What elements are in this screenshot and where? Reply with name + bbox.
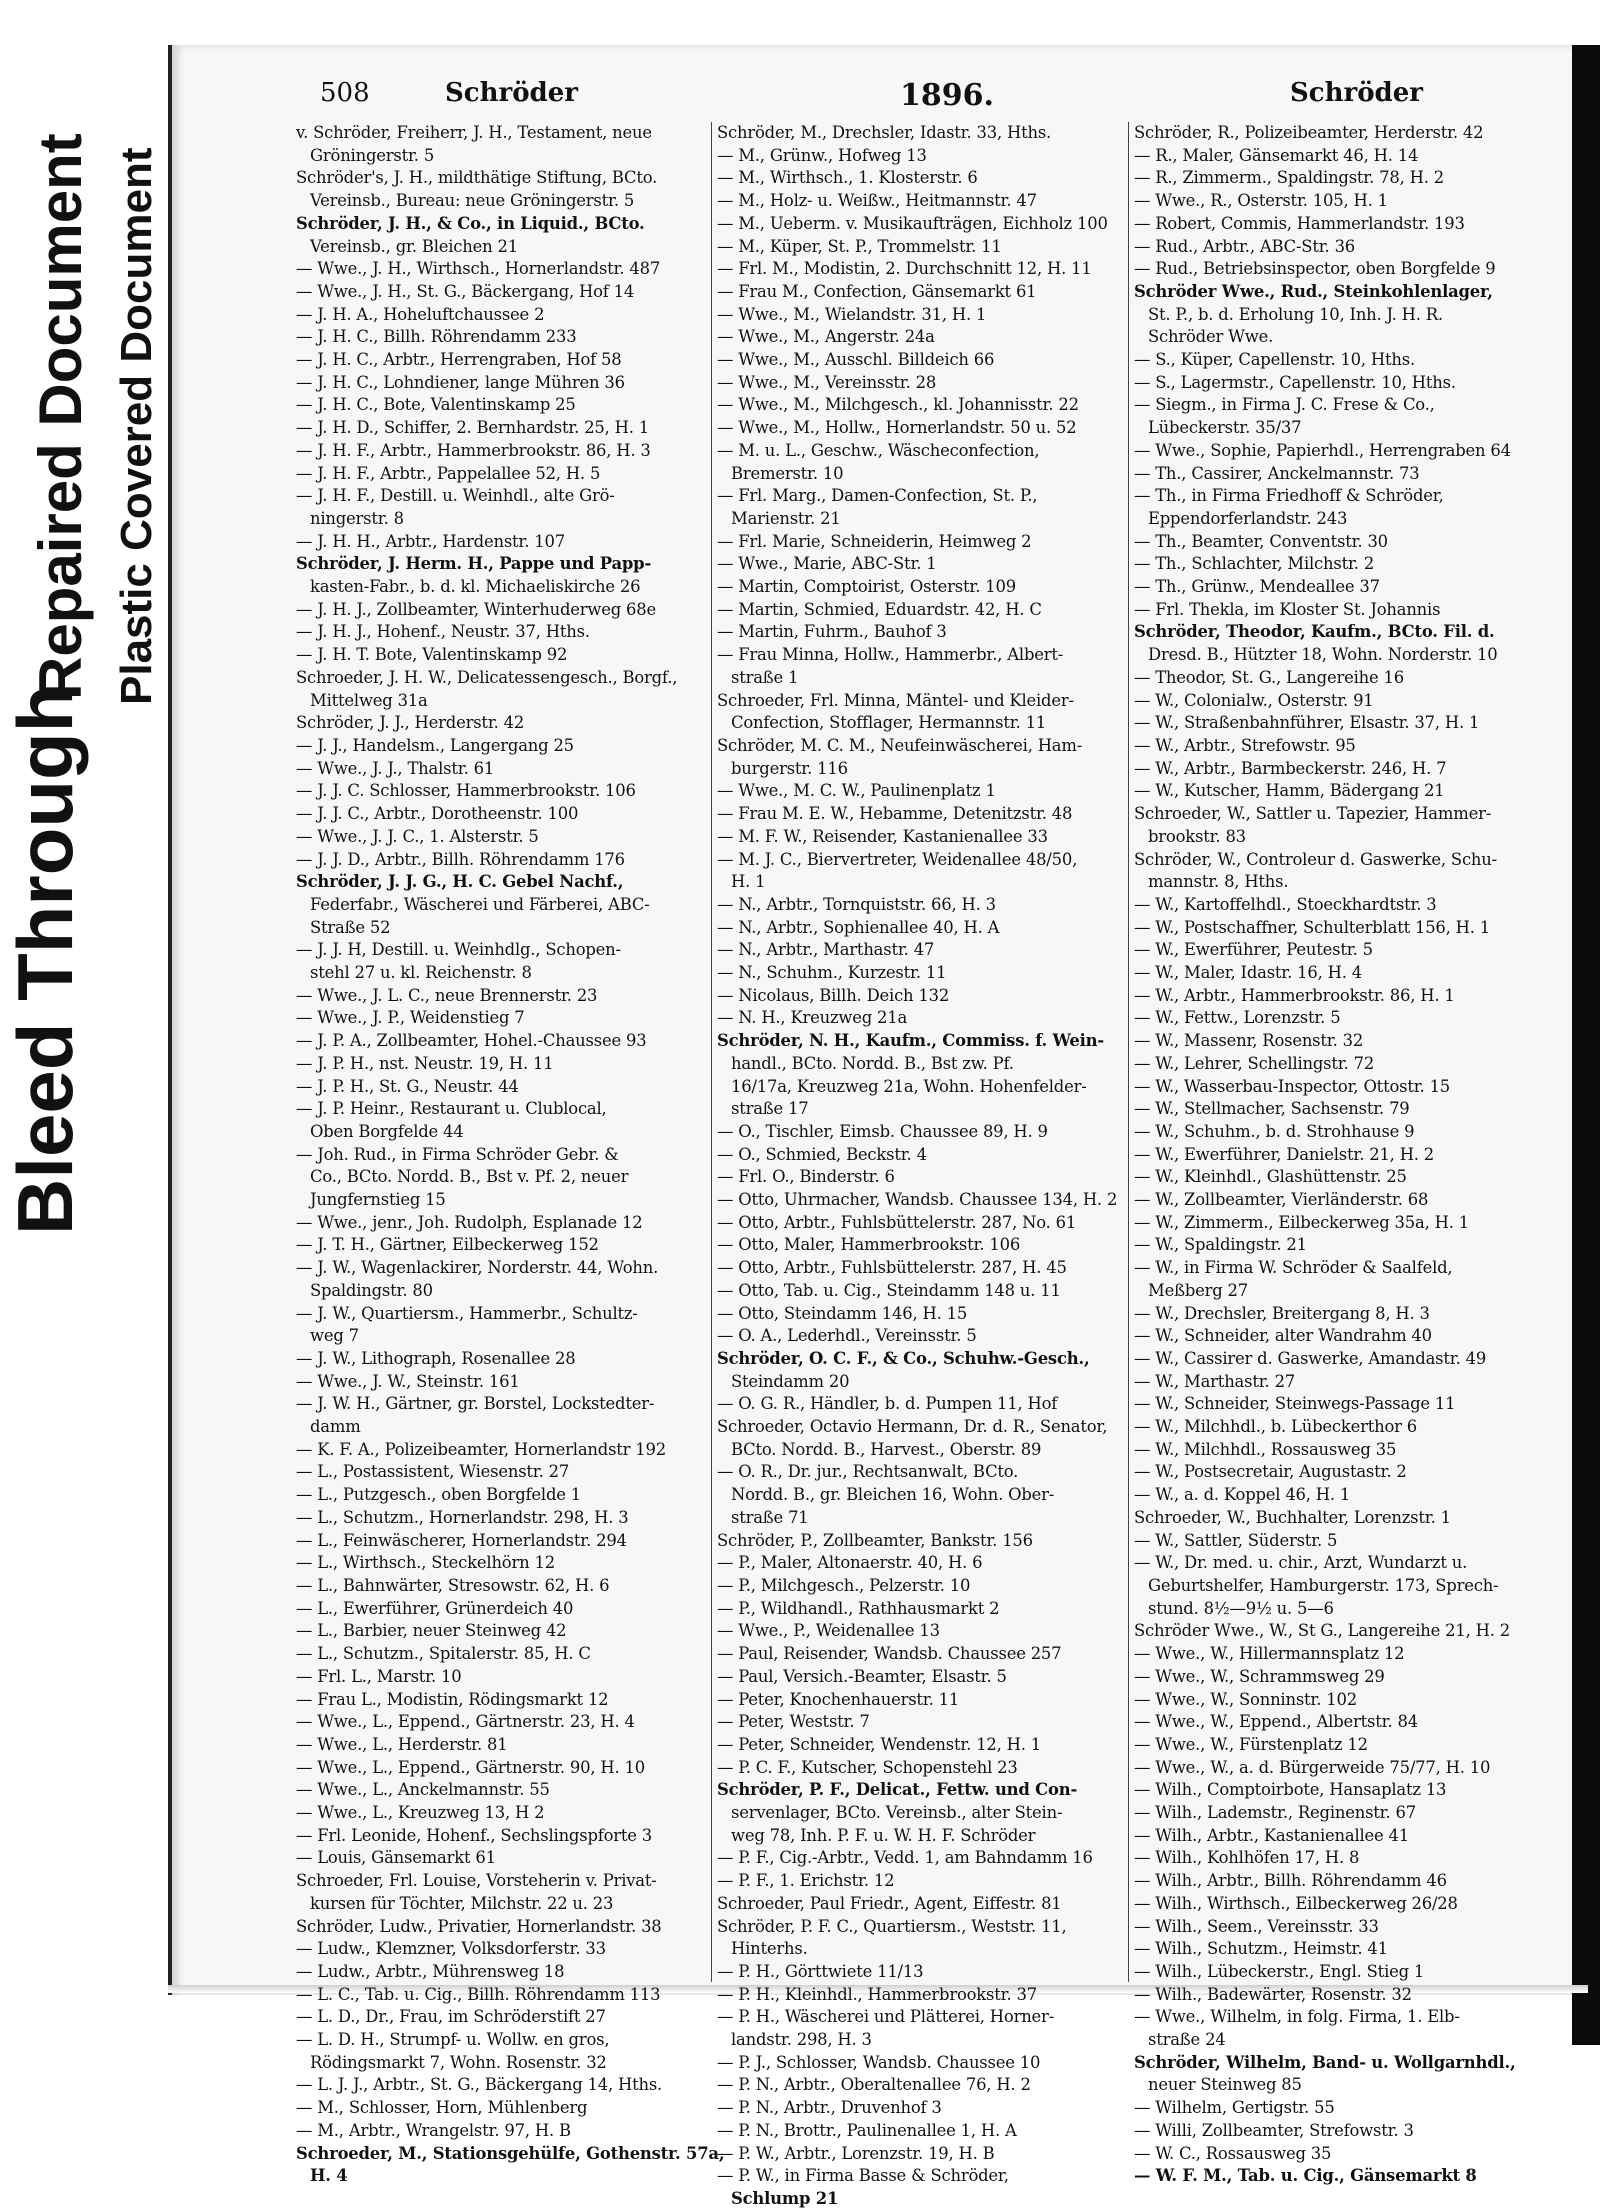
directory-entry-line: Schröder, J. J. G., H. C. Gebel Nachf., [296,872,624,892]
directory-entry-line: — Frl. M., Modistin, 2. Durchschnitt 12, H. 11 [717,259,1092,279]
directory-entry-line: — M. J. C., Biervertreter, Weidenallee 48/50, [717,849,1078,869]
directory-entry-line: kursen für Töchter, Milchstr. 22 u. 23 [310,1893,614,1913]
directory-entry-line: — Wilh., Wirthsch., Eilbeckerweg 26/28 [1134,1893,1458,1913]
directory-entry-line: — S., Küper, Capellenstr. 10, Hths. [1134,350,1415,370]
directory-entry-line: — J. H. D., Schiffer, 2. Bernhardstr. 25, H. 1 [296,418,650,438]
directory-entry-line: mannstr. 8, Hths. [1148,872,1289,892]
directory-entry-line: — Wwe., J. L. C., neue Brennerstr. 23 [296,985,598,1005]
directory-entry-line: — Wwe., P., Weidenallee 13 [717,1621,940,1641]
directory-entry-line: Schröder Wwe., Rud., Steinkohlenlager, [1134,281,1493,301]
directory-entry-line: — O. A., Lederhdl., Vereinsstr. 5 [717,1326,977,1346]
directory-entry-line: Schröder, N. H., Kaufm., Commiss. f. Wein- [717,1031,1104,1051]
directory-entry-line: — J. H. F., Destill. u. Weinhdl., alte Grö- [296,486,615,506]
directory-entry-line: — P. F., 1. Erichstr. 12 [717,1871,895,1891]
directory-entry-line: — L., Schutzm., Spitalerstr. 85, H. C [296,1644,591,1664]
directory-entry-line: — W., Massenr, Rosenstr. 32 [1134,1031,1364,1051]
directory-entry-line: ningerstr. 8 [310,508,404,528]
directory-entry-line: — Peter, Knochenhauerstr. 11 [717,1689,960,1709]
directory-entry-line: — P. J., Schlosser, Wandsb. Chaussee 10 [717,2052,1041,2072]
directory-entry-line: — W., Milchhdl., Rossausweg 35 [1134,1439,1397,1459]
directory-entry-line: — W., Drechsler, Breitergang 8, H. 3 [1134,1303,1430,1323]
plastic-covered-label: Plastic Covered Document [112,147,161,705]
directory-entry-line: — Wwe., L., Kreuzweg 13, H 2 [296,1803,545,1823]
directory-entry-line: — W., Straßenbahnführer, Elsastr. 37, H. 1 [1134,713,1480,733]
directory-entry-line: — Peter, Schneider, Wendenstr. 12, H. 1 [717,1734,1042,1754]
directory-entry-line: Schroeder, Paul Friedr., Agent, Eiffestr. 81 [717,1893,1062,1913]
directory-entry-line: — Th., Cassirer, Anckelmannstr. 73 [1134,463,1420,483]
directory-entry-line: Meßberg 27 [1148,1280,1249,1300]
directory-entry-line: Schröder, P. F., Delicat., Fettw. und Con- [717,1780,1078,1800]
directory-entry-line: Schröder, R., Polizeibeamter, Herderstr. 42 [1134,123,1484,142]
directory-entry-line: — J. J. C. Schlosser, Hammerbrookstr. 106 [296,781,636,801]
directory-entry-line: — J. J. H, Destill. u. Weinhdlg., Schopen- [296,940,621,960]
directory-entry-line: Schröder, Theodor, Kaufm., BCto. Fil. d. [1134,622,1495,642]
directory-entry-line: — P. N., Arbtr., Oberaltenallee 76, H. 2 [717,2075,1031,2095]
directory-entry-line: — Wwe., Sophie, Papierhdl., Herrengraben 64 [1134,440,1511,460]
directory-entry-line: straße 71 [731,1507,809,1527]
directory-entry-line: — Frl. Marg., Damen-Confection, St. P., [717,486,1038,506]
directory-entry-line: — R., Zimmerm., Spaldingstr. 78, H. 2 [1134,168,1444,188]
directory-entry-line: — M., Holz- u. Weißw., Heitmannstr. 47 [717,191,1037,211]
directory-entry-line: Schroeder, W., Sattler u. Tapezier, Hammer- [1134,804,1492,824]
directory-entry-line: weg 7 [310,1326,359,1346]
directory-entry-line: — Wwe., W., Sonninstr. 102 [1134,1689,1357,1709]
directory-entry-line: — W., Colonialw., Osterstr. 91 [1134,690,1374,710]
directory-entry-line: — Wwe., Marie, ABC-Str. 1 [717,554,937,574]
directory-entry-line: — W., Arbtr., Strefowstr. 95 [1134,735,1356,755]
directory-entry-line: — Frl. O., Binderstr. 6 [717,1167,895,1187]
bleed-through-label: Bleed Through [1,684,89,1235]
directory-entry-line: — L. D. H., Strumpf- u. Wollw. en gros, [296,2030,610,2050]
directory-entry-line: — J. H. F., Arbtr., Hammerbrookstr. 86, H. 3 [296,440,651,460]
directory-entry-line: — W., Sattler, Süderstr. 5 [1134,1530,1338,1550]
directory-entry-line: Schröder, J. Herm. H., Pappe und Papp- [296,554,652,574]
directory-entry-line: — Rud., Betriebsinspector, oben Borgfelde 9 [1134,259,1496,279]
directory-entry-line: — Th., in Firma Friedhoff & Schröder, [1134,486,1444,506]
directory-entry-line: stund. 8½—9½ u. 5—6 [1148,1598,1334,1618]
directory-entry-line: — J. H. J., Hohenf., Neustr. 37, Hths. [296,622,590,642]
directory-entry-line: Confection, Stofflager, Hermannstr. 11 [731,713,1047,733]
directory-entry-line: — P. C. F., Kutscher, Schopenstehl 23 [717,1757,1018,1777]
directory-entry-line: v. Schröder, Freiherr, J. H., Testament, neue [296,123,652,142]
directory-entry-line: Jungfernstieg 15 [310,1190,446,1210]
directory-entry-line: Schroeder, Frl. Minna, Mäntel- und Kleider- [717,690,1074,710]
directory-entry-line: — J. T. H., Gärtner, Eilbeckerweg 152 [296,1235,599,1255]
directory-entry-line: — Frl. Thekla, im Kloster St. Johannis [1134,599,1441,619]
directory-entry-line: — Theodor, St. G., Langereihe 16 [1134,667,1404,687]
directory-entry-line: — S., Lagermstr., Capellenstr. 10, Hths. [1134,372,1456,392]
directory-entry-line: — Wwe., Wilhelm, in folg. Firma, 1. Elb- [1134,2007,1460,2027]
directory-entry-line: — R., Maler, Gänsemarkt 46, H. 14 [1134,145,1419,165]
directory-entry-line: Schröder, Wilhelm, Band- u. Wollgarnhdl., [1134,2052,1516,2072]
directory-entry-line: — W., Wasserbau-Inspector, Ottostr. 15 [1134,1076,1451,1096]
directory-entry-line: — Wwe., L., Herderstr. 81 [296,1734,508,1754]
directory-entry-line: — N. H., Kreuzweg 21a [717,1008,908,1028]
directory-entry-line: — W., Dr. med. u. chir., Arzt, Wundarzt u. [1134,1553,1468,1573]
directory-entry-line: — M. F. W., Reisender, Kastanienallee 33 [717,826,1048,846]
directory-entry-line: — Wwe., M., Angerstr. 24a [717,327,935,347]
directory-entry-line: — P., Wildhandl., Rathhausmarkt 2 [717,1598,1000,1618]
directory-entry-line: — W., Kleinhdl., Glashüttenstr. 25 [1134,1167,1407,1187]
directory-entry-line: H. 4 [310,2166,348,2186]
directory-entry-line: — W., in Firma W. Schröder & Saalfeld, [1134,1258,1453,1278]
directory-entry-line: — P. H., Wäscherei und Plätterei, Horner- [717,2007,1055,2027]
directory-entry-line: Geburtshelfer, Hamburgerstr. 173, Sprech- [1148,1576,1499,1595]
directory-entry-line: — W., Postschaffner, Schulterblatt 156, H. 1 [1134,917,1491,937]
directory-entry-line: — J. W., Wagenlackirer, Norderstr. 44, Wohn. [296,1258,659,1278]
directory-entry-line: Schröder, P. F. C., Quartiersm., Weststr. 11, [717,1916,1067,1936]
directory-entry-line: Eppendorferlandstr. 243 [1148,508,1348,528]
directory-entry-line: — Martin, Schmied, Eduardstr. 42, H. C [717,599,1042,619]
directory-entry-line: — J. H. H., Arbtr., Hardenstr. 107 [296,531,565,551]
directory-entry-line: — W., Kutscher, Hamm, Bädergang 21 [1134,781,1445,801]
repaired-document-label: Repaired Document [27,133,94,700]
directory-entry-line: — Wwe., W., Fürstenplatz 12 [1134,1734,1368,1754]
directory-entry-line: — Wwe., J. H., St. G., Bäckergang, Hof 14 [296,281,635,301]
directory-entry-line: — J. H. T. Bote, Valentinskamp 92 [296,645,568,665]
directory-entry-line: Schroeder, J. H. W., Delicatessengesch., Borgf., [296,667,678,687]
directory-entry-line: — J. P. H., St. G., Neustr. 44 [296,1076,519,1096]
directory-entry-line: Schröder, M., Drechsler, Idastr. 33, Hths. [717,123,1052,142]
directory-entry-line: H. 1 [731,872,766,892]
directory-entry-line: — J. H. C., Lohndiener, lange Mühren 36 [296,372,625,392]
directory-entry-line: — J. J. D., Arbtr., Billh. Röhrendamm 176 [296,849,625,869]
directory-entry-line: — M., Wirthsch., 1. Klosterstr. 6 [717,168,978,188]
directory-entry-line: — L., Putzgesch., oben Borgfelde 1 [296,1485,581,1505]
directory-entry-line: — J. J., Handelsm., Langergang 25 [296,735,574,755]
directory-entry-line: — Rud., Arbtr., ABC-Str. 36 [1134,236,1356,256]
directory-entry-line: stehl 27 u. kl. Reichenstr. 8 [310,963,532,983]
directory-entry-line: — Martin, Comptoirist, Osterstr. 109 [717,577,1016,597]
directory-entry-line: — Frl. L., Marstr. 10 [296,1666,462,1686]
directory-entry-line: — J. P. H., nst. Neustr. 19, H. 11 [296,1053,554,1073]
directory-entry-line: — P. H., Görttwiete 11/13 [717,1961,924,1981]
directory-entry-line: — Frau L., Modistin, Rödingsmarkt 12 [296,1689,609,1709]
directory-entry-line: — W., Milchhdl., b. Lübeckerthor 6 [1134,1417,1418,1437]
directory-entry-line: — J. W. H., Gärtner, gr. Borstel, Lockstedter- [296,1394,655,1414]
directory-entry-line: — Th., Beamter, Conventstr. 30 [1134,531,1388,551]
directory-entry-line: servenlager, BCto. Vereinsb., alter Stein- [731,1803,1063,1823]
directory-entry-line: — J. H. J., Zollbeamter, Winterhuderweg 68e [296,599,656,619]
directory-entry-line: — Frau Minna, Hollw., Hammerbr., Albert- [717,645,1064,665]
directory-entry-line: — Wwe., W., a. d. Bürgerweide 75/77, H. 10 [1134,1757,1491,1777]
directory-entry-line: Schröder, J. J., Herderstr. 42 [296,713,525,733]
directory-entry-line: — Wwe., M., Hollw., Hornerlandstr. 50 u. 52 [717,418,1077,438]
directory-entry-line: handl., BCto. Nordd. B., Bst zw. Pf. [731,1053,1014,1073]
directory-entry-line: — Wwe., W., Hillermannsplatz 12 [1134,1644,1405,1664]
directory-entry-line: — L. J. J., Arbtr., St. G., Bäckergang 14, Hths. [296,2075,663,2095]
directory-entry-line: neuer Steinweg 85 [1148,2075,1302,2095]
directory-entry-line: — Th., Grünw., Mendeallee 37 [1134,577,1380,597]
directory-entry-line: — J. W., Lithograph, Rosenallee 28 [296,1348,576,1368]
directory-entry-line: damm [310,1417,361,1437]
directory-entry-line: — Otto, Arbtr., Fuhlsbüttelerstr. 287, H. 45 [717,1258,1067,1278]
directory-entry-line: Co., BCto. Nordd. B., Bst v. Pf. 2, neuer [310,1167,629,1187]
directory-entry-line: — Wilhelm, Gertigstr. 55 [1134,2098,1335,2118]
directory-entry-line: — Wilh., Comptoirbote, Hansaplatz 13 [1134,1780,1447,1800]
directory-entry-line: — Ludw., Arbtr., Mührensweg 18 [296,1961,565,1981]
directory-entry-line: — L. D., Dr., Frau, im Schröderstift 27 [296,2007,606,2027]
directory-entry-line: — J. H. C., Arbtr., Herrengraben, Hof 58 [296,350,622,370]
directory-entry-line: — L., Ewerführer, Grünerdeich 40 [296,1598,574,1618]
directory-entry-line: — O. G. R., Händler, b. d. Pumpen 11, Hof [717,1394,1058,1414]
directory-entry-line: Dresd. B., Hützter 18, Wohn. Norderstr. 10 [1148,645,1498,665]
directory-entry-line: — J. J. C., Arbtr., Dorotheenstr. 100 [296,804,579,824]
directory-entry-line: — N., Arbtr., Sophienallee 40, H. A [717,917,1000,937]
directory-entry-line: — P. N., Brottr., Paulinenallee 1, H. A [717,2120,1017,2140]
directory-entry-line: Gröningerstr. 5 [310,145,435,165]
directory-entry-line: — W. F. M., Tab. u. Cig., Gänsemarkt 8 [1134,2166,1477,2186]
directory-entry-line: weg 78, Inh. P. F. u. W. H. F. Schröder [731,1825,1036,1845]
directory-entry-line: — P. W., Arbtr., Lorenzstr. 19, H. B [717,2143,995,2163]
directory-entry-line: — Wwe., J. W., Steinstr. 161 [296,1371,520,1391]
directory-entry-line: — Wwe., L., Eppend., Gärtnerstr. 90, H. 10 [296,1757,645,1777]
directory-entry-line: — W., Postsecretair, Augustastr. 2 [1134,1462,1407,1482]
directory-entry-line: — J. P. Heinr., Restaurant u. Clublocal, [296,1099,607,1119]
directory-entry-line: — W., Fettw., Lorenzstr. 5 [1134,1008,1341,1028]
directory-entry-line: Schroeder, Octavio Hermann, Dr. d. R., Senator, [717,1417,1108,1437]
directory-entry-line: — Wilh., Seem., Vereinsstr. 33 [1134,1916,1379,1936]
directory-entry-line: — P., Milchgesch., Pelzerstr. 10 [717,1576,971,1595]
directory-entry-line: — P. N., Arbtr., Druvenhof 3 [717,2098,942,2118]
directory-entry-line: — Peter, Weststr. 7 [717,1712,870,1732]
directory-entry-line: Schroeder, Frl. Louise, Vorsteherin v. Privat- [296,1871,657,1891]
directory-entry-line: 16/17a, Kreuzweg 21a, Wohn. Hohenfelder- [731,1076,1087,1096]
directory-entry-line: — Wwe., W., Schrammsweg 29 [1134,1666,1385,1686]
directory-entry-line: — P. F., Cig.-Arbtr., Vedd. 1, am Bahndamm 16 [717,1848,1093,1868]
directory-entry-line: — Wwe., M. C. W., Paulinenplatz 1 [717,781,996,801]
directory-entry-line: Straße 52 [310,917,391,937]
directory-entry-line: — Wilh., Schutzm., Heimstr. 41 [1134,1939,1388,1959]
directory-entry-line: Schröder Wwe., W., St G., Langereihe 21, H. 2 [1134,1621,1510,1641]
directory-entry-line: — L., Wirthsch., Steckelhörn 12 [296,1553,555,1573]
directory-entry-line: Steindamm 20 [731,1371,850,1391]
directory-entry-line: — Martin, Fuhrm., Bauhof 3 [717,622,947,642]
directory-entry-line: Schröder, O. C. F., & Co., Schuhw.-Gesch., [717,1348,1090,1368]
running-head-left: Schröder [445,78,578,108]
directory-entry-line: — M., Grünw., Hofweg 13 [717,145,927,165]
directory-entry-line: — M., Küper, St. P., Trommelstr. 11 [717,236,1002,256]
column-right [1128,122,1574,2186]
directory-entry-line: burgerstr. 116 [731,758,848,778]
directory-entry-line: Bremerstr. 10 [731,463,844,483]
directory-entry-line: — L. C., Tab. u. Cig., Billh. Röhrendamm 113 [296,1984,661,2004]
directory-entry-line: Vereinsb., Bureau: neue Gröningerstr. 5 [310,191,635,211]
directory-entry-line: — Wilh., Lübeckerstr., Engl. Stieg 1 [1134,1961,1425,1981]
directory-entry-line: — P., Maler, Altonaerstr. 40, H. 6 [717,1553,983,1573]
directory-entry-line: Lübeckerstr. 35/37 [1148,418,1302,438]
directory-entry-line: Schröder, W., Controleur d. Gaswerke, Schu- [1134,849,1497,869]
directory-entry-line: — Frau M. E. W., Hebamme, Detenitzstr. 48 [717,804,1073,824]
directory-entry-line: — Otto, Maler, Hammerbrookstr. 106 [717,1235,1021,1255]
directory-entry-line: — W. C., Rossausweg 35 [1134,2143,1332,2163]
directory-entry-line: — J. P. A., Zollbeamter, Hohel.-Chaussee 93 [296,1031,647,1051]
directory-entry-line: straße 17 [731,1099,809,1119]
directory-entry-line: straße 1 [731,667,799,687]
directory-entry-line: — Otto, Uhrmacher, Wandsb. Chaussee 134, H. 2 [717,1190,1118,1210]
directory-entry-line: — Frl. Marie, Schneiderin, Heimweg 2 [717,531,1032,551]
directory-entry-line: — Wwe., M., Vereinsstr. 28 [717,372,937,392]
directory-entry-line: Schröder, M. C. M., Neufeinwäscherei, Ham- [717,735,1083,755]
directory-entry-line: brookstr. 83 [1148,826,1246,846]
directory-entry-line: Schlump 21 [731,2188,839,2208]
directory-entry-line: straße 24 [1148,2030,1226,2050]
directory-entry-line: — L., Barbier, neuer Steinweg 42 [296,1621,567,1641]
directory-entry-line: — P. W., in Firma Basse & Schröder, [717,2166,1009,2186]
directory-entry-line: — W., Marthastr. 27 [1134,1371,1296,1391]
directory-entry-line: — W., Cassirer d. Gaswerke, Amandastr. 49 [1134,1348,1487,1368]
directory-entry-line: — L., Bahnwärter, Stresowstr. 62, H. 6 [296,1576,610,1595]
directory-entry-line: Schröder, P., Zollbeamter, Bankstr. 156 [717,1530,1033,1550]
directory-entry-line: — O. R., Dr. jur., Rechtsanwalt, BCto. [717,1462,1019,1482]
column-middle [711,122,1118,2208]
directory-entry-line: — Joh. Rud., in Firma Schröder Gebr. & [296,1144,619,1164]
directory-entry-line: Schröder, Ludw., Privatier, Hornerlandstr. 38 [296,1916,662,1936]
directory-entry-line: Schroeder, M., Stationsgehülfe, Gothenstr. 57a, [296,2143,725,2163]
directory-entry-line: — Siegm., in Firma J. C. Frese & Co., [1134,395,1435,415]
directory-entry-line: — Wilh., Kohlhöfen 17, H. 8 [1134,1848,1360,1868]
directory-entry-line: — W., Ewerführer, Peutestr. 5 [1134,940,1373,960]
year-heading: 1896. [900,78,994,113]
running-head-right: Schröder [1290,78,1423,108]
directory-entry-line: — N., Arbtr., Tornquiststr. 66, H. 3 [717,894,996,914]
directory-entry-line: — Wwe., M., Wielandstr. 31, H. 1 [717,304,987,324]
directory-entry-line: — J. H. A., Hoheluftchaussee 2 [296,304,545,324]
directory-entry-line: Rödingsmarkt 7, Wohn. Rosenstr. 32 [310,2052,607,2072]
directory-entry-line: — W., Schuhm., b. d. Strohhause 9 [1134,1121,1415,1141]
directory-entry-line: — Frl. Leonide, Hohenf., Sechslingspforte 3 [296,1825,653,1845]
directory-entry-line: — M., Arbtr., Wrangelstr. 97, H. B [296,2120,571,2140]
directory-entry-line: — Otto, Tab. u. Cig., Steindamm 148 u. 11 [717,1280,1061,1300]
directory-entry-line: Marienstr. 21 [731,508,841,528]
directory-entry-line: — W., Schneider, alter Wandrahm 40 [1134,1326,1432,1346]
directory-entry-line: Federfabr., Wäscherei und Färberei, ABC- [310,894,650,914]
directory-entry-line: BCto. Nordd. B., Harvest., Oberstr. 89 [731,1439,1042,1459]
directory-entry-line: — Paul, Versich.-Beamter, Elsastr. 5 [717,1666,1007,1686]
directory-entry-line: — Robert, Commis, Hammerlandstr. 193 [1134,213,1465,233]
directory-entry-line: — Wwe., J. J., Thalstr. 61 [296,758,495,778]
directory-entry-line: — Th., Schlachter, Milchstr. 2 [1134,554,1375,574]
directory-entry-line: — J. W., Quartiersm., Hammerbr., Schultz- [296,1303,638,1323]
directory-entry-line: — W., Ewerführer, Danielstr. 21, H. 2 [1134,1144,1435,1164]
directory-entry-line: — W., Schneider, Steinwegs-Passage 11 [1134,1394,1456,1414]
directory-entry-line: — L., Feinwäscherer, Hornerlandstr. 294 [296,1530,627,1550]
directory-entry-line: — Willi, Zollbeamter, Strefowstr. 3 [1134,2120,1414,2140]
directory-entry-line: — Frau M., Confection, Gänsemarkt 61 [717,281,1037,301]
directory-entry-line: — Wwe., M., Milchgesch., kl. Johannisstr. 22 [717,395,1079,415]
page-header [300,78,1423,118]
directory-entry-line: Oben Borgfelde 44 [310,1121,464,1141]
directory-entry-line: — W., Spaldingstr. 21 [1134,1235,1307,1255]
directory-entry-line: — O., Schmied, Beckstr. 4 [717,1144,927,1164]
directory-entry-line: — N., Schuhm., Kurzestr. 11 [717,963,947,983]
directory-entry-line: — Wwe., J. P., Weidenstieg 7 [296,1008,525,1028]
directory-entry-line: — W., Arbtr., Barmbeckerstr. 246, H. 7 [1134,758,1447,778]
directory-entry-line: — M. u. L., Geschw., Wäscheconfection, [717,440,1040,460]
directory-entry-line: — Wwe., M., Ausschl. Billdeich 66 [717,350,995,370]
page-number: 508 [320,78,370,108]
directory-entry-line: Nordd. B., gr. Bleichen 16, Wohn. Ober- [731,1485,1055,1505]
directory-entry-line: Schröder Wwe. [1148,327,1274,347]
directory-entry-line: — J. H. C., Bote, Valentinskamp 25 [296,395,576,415]
directory-entry-line: — Wwe., J. J. C., 1. Alsterstr. 5 [296,826,539,846]
directory-entry-line: — Wwe., J. H., Wirthsch., Hornerlandstr. 487 [296,259,661,279]
directory-entry-line: — O., Tischler, Eimsb. Chaussee 89, H. 9 [717,1121,1048,1141]
directory-entry-line: landstr. 298, H. 3 [731,2030,872,2050]
directory-entry-line: — M., Schlosser, Horn, Mühlenberg [296,2098,588,2118]
directory-entry-line: — Louis, Gänsemarkt 61 [296,1848,496,1868]
directory-entry-line: — L., Schutzm., Hornerlandstr. 298, H. 3 [296,1507,629,1527]
directory-entry-line: — N., Arbtr., Marthastr. 47 [717,940,935,960]
directory-entry-line: kasten-Fabr., b. d. kl. Michaeliskirche 26 [310,577,641,597]
directory-entry-line: — W., Zimmerm., Eilbeckerweg 35a, H. 1 [1134,1212,1469,1232]
directory-entry-line: — W., Kartoffelhdl., Stoeckhardtstr. 3 [1134,894,1437,914]
directory-entry-line: Schröder, J. H., & Co., in Liquid., BCto. [296,213,645,233]
directory-entry-line: Vereinsb., gr. Bleichen 21 [310,236,518,256]
directory-entry-line: St. P., b. d. Erholung 10, Inh. J. H. R. [1148,304,1443,324]
directory-entry-line: Schröder's, J. H., mildthätige Stiftung, BCto. [296,168,658,188]
directory-entry-line: — Otto, Arbtr., Fuhlsbüttelerstr. 287, No. 61 [717,1212,1077,1232]
directory-entry-line: — Paul, Reisender, Wandsb. Chaussee 257 [717,1644,1062,1664]
directory-entry-line: — W., Maler, Idastr. 16, H. 4 [1134,963,1362,983]
directory-entry-line: — W., Lehrer, Schellingstr. 72 [1134,1053,1375,1073]
directory-entry-line: Spaldingstr. 80 [310,1280,433,1300]
directory-entry-line: Schroeder, W., Buchhalter, Lorenzstr. 1 [1134,1507,1451,1527]
directory-entry-line: — Wwe., jenr., Joh. Rudolph, Esplanade 12 [296,1212,643,1232]
directory-entry-line: — Wilh., Arbtr., Kastanienallee 41 [1134,1825,1410,1845]
directory-entry-line: — W., a. d. Koppel 46, H. 1 [1134,1485,1351,1505]
directory-entry-line: — Wilh., Arbtr., Billh. Röhrendamm 46 [1134,1871,1447,1891]
directory-entry-line: — W., Arbtr., Hammerbrookstr. 86, H. 1 [1134,985,1455,1005]
directory-entry-line: — L., Postassistent, Wiesenstr. 27 [296,1462,570,1482]
directory-entry-line: — J. H. C., Billh. Röhrendamm 233 [296,327,577,347]
page-edge-shadow [1572,45,1600,2045]
directory-entry-line: — Wwe., R., Osterstr. 105, H. 1 [1134,191,1388,211]
directory-entry-line: — P. H., Kleinhdl., Hammerbrookstr. 37 [717,1984,1037,2004]
directory-entry-line: — Ludw., Klemzner, Volksdorferstr. 33 [296,1939,606,1959]
directory-entry-line: Hinterhs. [731,1939,808,1959]
directory-entry-line: — K. F. A., Polizeibeamter, Hornerlandstr 192 [296,1439,666,1459]
directory-entry-line: — Nicolaus, Billh. Deich 132 [717,985,950,1005]
directory-entry-line: — Otto, Steindamm 146, H. 15 [717,1303,968,1323]
directory-entry-line: — Wwe., L., Eppend., Gärtnerstr. 23, H. 4 [296,1712,635,1732]
directory-entry-line: — M., Ueberm. v. Musikaufträgen, Eichholz 100 [717,213,1108,233]
directory-entry-line: — Wilh., Badewärter, Rosenstr. 32 [1134,1984,1412,2004]
directory-entry-line: — Wwe., W., Eppend., Albertstr. 84 [1134,1712,1418,1732]
directory-entry-line: Mittelweg 31a [310,690,428,710]
directory-entry-line: — Wilh., Lademstr., Reginenstr. 67 [1134,1803,1416,1823]
directory-entry-line: — W., Zollbeamter, Vierländerstr. 68 [1134,1190,1429,1210]
directory-entry-line: — W., Stellmacher, Sachsenstr. 79 [1134,1099,1410,1119]
directory-entry-line: — J. H. F., Arbtr., Pappelallee 52, H. 5 [296,463,601,483]
column-left [296,122,725,2186]
directory-entry-line: — Wwe., L., Anckelmannstr. 55 [296,1780,550,1800]
